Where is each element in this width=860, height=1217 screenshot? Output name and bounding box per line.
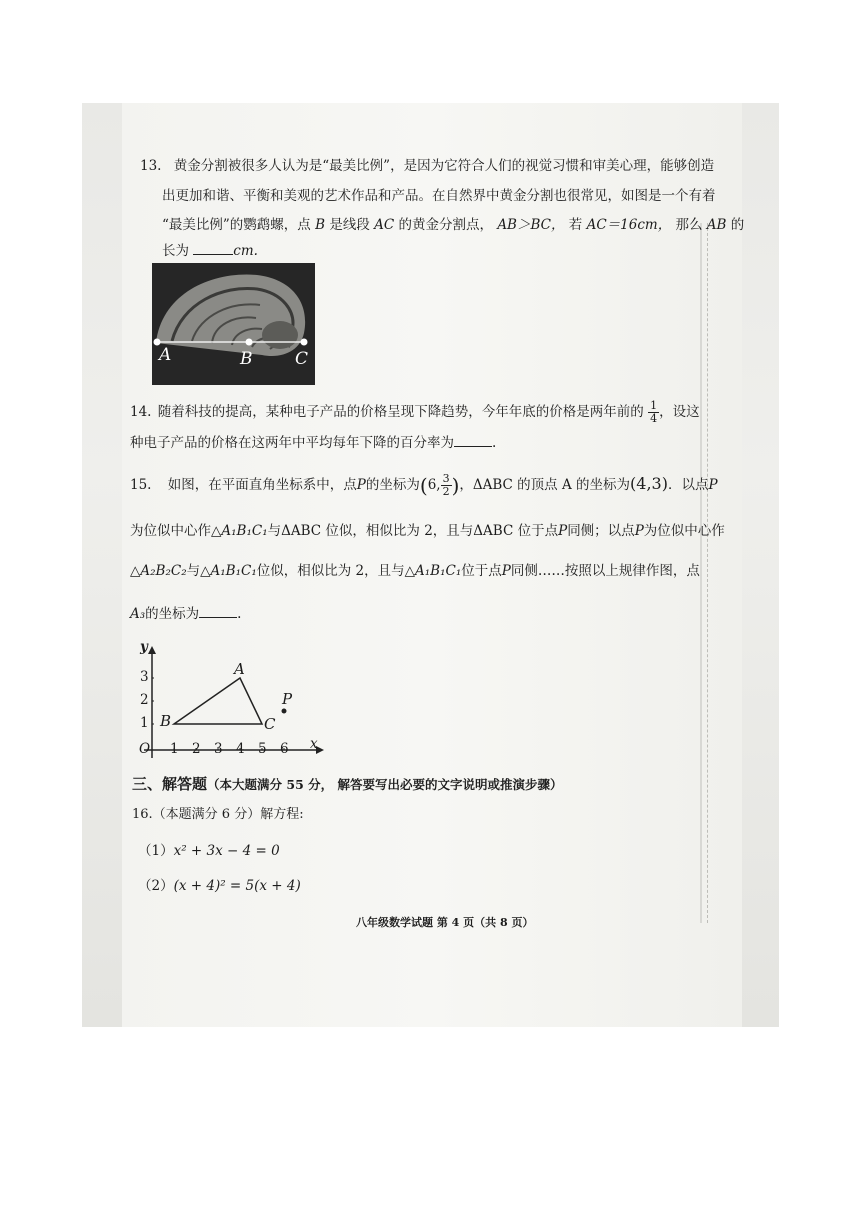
section-3-title: 三、解答题 (132, 775, 208, 793)
q15-d: ．以点 (667, 477, 709, 493)
y-tick-3: 3 (140, 669, 149, 685)
q16-eq2-text: (x + 4)² = 5(x + 4) (173, 878, 301, 894)
q15-l2-c: 与ΔABC 位似，相似比为 2，且与ΔABC 位于点 (267, 523, 559, 539)
q13-line2: 出更加和谐、平衡和美观的艺术作品和产品。在自然界中黄金分割也很常见，如图是一个有着 (162, 188, 716, 204)
q15-l2-g: 为位似中心作 (643, 523, 725, 539)
nautilus-photo (152, 263, 315, 385)
q13-l3-a: “最美比例”的鹦鹉螺，点 (162, 217, 311, 233)
origin-label: O (139, 741, 151, 757)
y-tick-1: 1 (140, 715, 149, 731)
q15-l3-e: △A₁B₁C₁ (404, 563, 462, 579)
coordinate-graph (130, 640, 330, 760)
point-p-label: P (282, 690, 293, 708)
page-footer: 八年级数学试题 第 4 页（共 8 页） (356, 916, 534, 929)
q14-line1 (130, 400, 700, 425)
binding-line (707, 223, 709, 923)
q13-l3-i: 那么 (675, 217, 703, 233)
q15-l3-a: △A₂B₂C₂ (130, 563, 187, 579)
q13-l4-a: 长为 (162, 243, 189, 259)
q15-l3-c: △A₁B₁C₁ (200, 563, 257, 579)
q13-line3 (162, 219, 744, 233)
q13-l3-g: 若 (568, 217, 583, 233)
triangle-abc (174, 678, 262, 724)
q15-l3-h: 同侧……按照以上规律作图，点 (510, 563, 700, 579)
q13-number: 13. (140, 158, 162, 174)
q15-l3-f: 位于点 (461, 563, 502, 579)
q16-eq1-label: （1） (138, 843, 174, 859)
q14-text-a: 随着科技的提高，某种电子产品的价格呈现下降趋势，今年年底的价格是两年前的 (157, 404, 644, 420)
frac-num-15: 3 (442, 472, 450, 485)
q15-line2 (130, 525, 725, 539)
frac-num: 1 (650, 399, 658, 412)
x-tick-4: 4 (236, 741, 245, 757)
x-tick-3: 3 (214, 741, 223, 757)
section-3-heading (132, 773, 562, 794)
x-tick-6: 6 (280, 741, 289, 757)
q16-eq2 (138, 880, 301, 894)
q15-l3-d: 位似，相似比为 2，且与 (256, 563, 405, 579)
q15-c: ，ΔABC 的顶点 A 的坐标为 (459, 477, 631, 493)
q13-l3-f: AB＞BC， (497, 217, 565, 233)
q15-p: P (356, 477, 366, 493)
q15-number: 15. (130, 477, 152, 493)
q15-p2: P (708, 477, 718, 493)
q16-header: 16.（本题满分 6 分）解方程: (132, 807, 304, 822)
q13-l3-j: AB (706, 217, 727, 233)
q15-line4 (130, 608, 241, 622)
point-b-label: B (160, 712, 172, 730)
q15-l2-b: △A₁B₁C₁ (211, 523, 268, 539)
fraction-quarter (648, 400, 659, 425)
y-axis-arrow (148, 646, 156, 654)
q15-end: . (237, 606, 242, 622)
q14-line2 (130, 437, 496, 451)
q13-unit: cm. (233, 243, 258, 259)
q16-eq1 (138, 845, 280, 859)
q13-l3-c: 是线段 (329, 217, 370, 233)
q13-l3-e: 的黄金分割点， (398, 217, 494, 233)
q13-l3-d: AC (374, 217, 395, 233)
q16-eq2-label: （2） (138, 878, 174, 894)
q15-l3-b: 与 (186, 563, 201, 579)
q13-line4 (162, 245, 258, 259)
q15-l4-a: A₃ (130, 606, 146, 622)
answer-blank-15[interactable] (199, 617, 237, 618)
section-3-note: （本大题满分 55 分， 解答要写出必要的文字说明或推演步骤） (207, 777, 563, 792)
paper-edge (700, 223, 702, 923)
q13-l3-k: 的 (730, 217, 745, 233)
q15-l2-f: P (634, 523, 644, 539)
q15-l2-d: P (558, 523, 568, 539)
y-tick-2: 2 (140, 692, 149, 708)
frac-den: 4 (650, 412, 658, 425)
q15-l3-g: P (501, 563, 511, 579)
point-c-label: C (264, 715, 276, 733)
label-b: B (240, 349, 253, 369)
q13-line1 (140, 160, 714, 174)
label-c: C (295, 349, 309, 369)
q14-text-b: ，设这 (659, 404, 700, 420)
point-p (282, 709, 287, 714)
label-a: A (159, 345, 172, 365)
q15-l2-a: 为位似中心作 (130, 523, 211, 539)
x-tick-2: 2 (192, 741, 201, 757)
q15-l2-e: 同侧；以点 (567, 523, 635, 539)
q15-px: 6, (427, 477, 441, 493)
q15-l4-b: 的坐标为 (145, 606, 200, 622)
frac-den-15: 2 (442, 485, 450, 498)
q14-number: 14. (130, 404, 152, 420)
nautilus-illustration (152, 263, 315, 385)
q14-end: . (492, 435, 497, 451)
x-tick-5: 5 (258, 741, 267, 757)
q13-l3-h: AC＝16cm， (586, 217, 672, 233)
q14-text-line2: 种电子产品的价格在这两年中平均每年下降的百分率为 (130, 435, 454, 451)
point-a-label: A (234, 660, 245, 678)
answer-blank-14[interactable] (454, 446, 492, 447)
answer-blank-13[interactable] (193, 254, 233, 255)
q13-text-line1: 黄金分割被很多人认为是“最美比例”，是因为它符合人们的视觉习惯和审美心理，能够创造 (173, 158, 715, 174)
y-axis-label: y (140, 639, 148, 655)
q15-line3 (130, 565, 700, 579)
q15-line1: 15. 如图，在平面直角坐标系中，点P的坐标为(6, $\frac{3}{2}$ )，ΔABC 的顶点 A 的坐标为(4,3)．以点P (130, 472, 718, 498)
q13-l3-b: B (315, 217, 326, 233)
q16-eq1-text: x² + 3x − 4 = 0 (173, 843, 280, 859)
q15-a: 如图，在平面直角坐标系中，点 (167, 477, 357, 493)
x-axis-label: x (310, 736, 318, 752)
q15-coord-a: (4,3) (630, 474, 668, 493)
fraction-three-halves (441, 473, 452, 498)
x-tick-1: 1 (170, 741, 179, 757)
q15-b: 的坐标为 (365, 477, 420, 493)
